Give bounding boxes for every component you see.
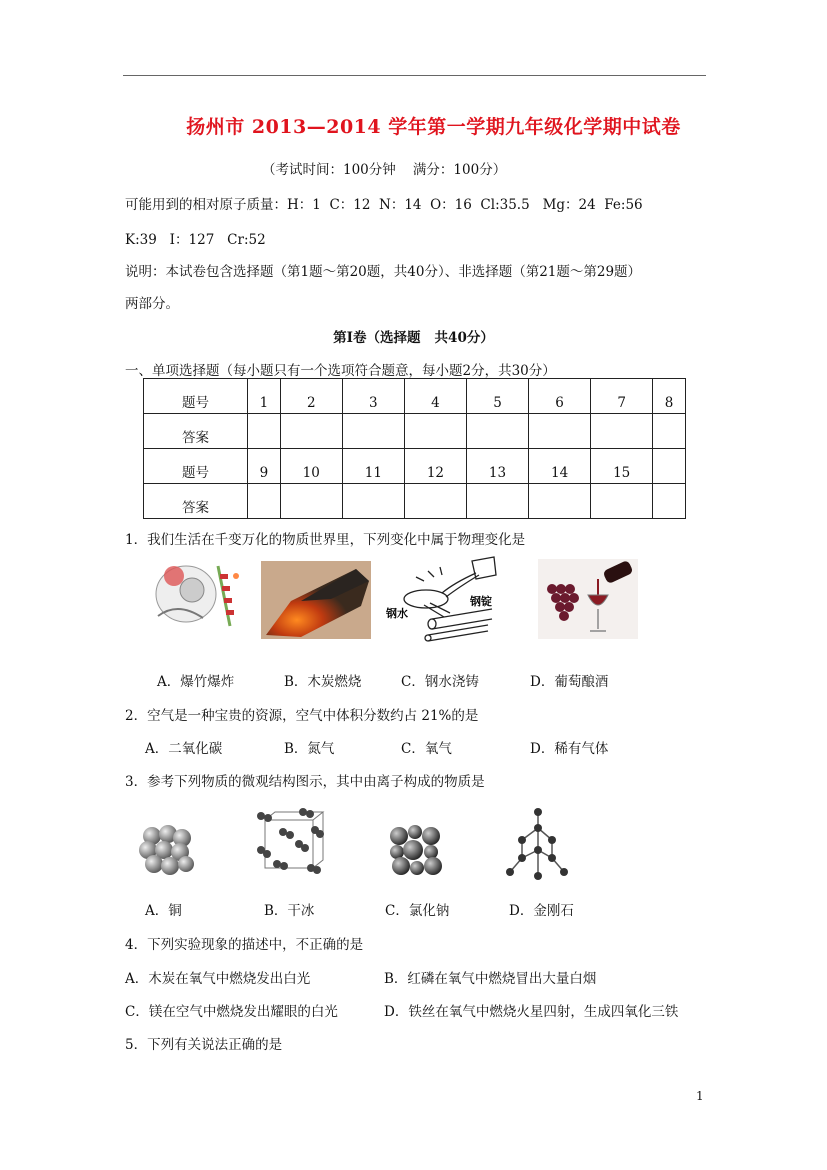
q2-option-a[interactable]: A．二氧化碳 [145,741,223,757]
question-number: 8 [653,379,686,414]
grape-wine-image [538,559,638,639]
question-number: 4 [404,379,466,414]
dry-ice-structure-image [253,806,325,880]
answer-cell[interactable] [248,414,281,449]
answer-cell[interactable] [404,484,466,519]
section1-title: 一、单项选择题（每小题只有一个选项符合题意，每小题2分，共30分） [125,363,556,379]
atomic-mass-line: 可能用到的相对原子质量：H：1 C：12 N：14 O：16 Cl:35.5 Mg：24 Fe:56 [125,197,643,213]
answer-cell[interactable] [342,484,404,519]
q1-option-b[interactable]: B．木炭燃烧 [284,674,362,690]
answer-cell[interactable] [248,484,281,519]
q1-option-a[interactable]: A．爆竹爆炸 [157,674,235,690]
q4-option-a[interactable]: A．木炭在氧气中燃烧发出白光 [125,971,311,987]
answer-cell[interactable] [466,484,528,519]
question-1-text: 1．我们生活在千变万化的物质世界里，下列变化中属于物理变化是 [125,532,526,548]
sodium-chloride-structure-image [385,822,447,880]
table-row [144,414,686,449]
q1-option-c[interactable]: C．钢水浇铸 [401,674,479,690]
copper-structure-image [136,822,198,878]
answer-cell[interactable] [280,414,342,449]
table-row [144,484,686,519]
q3-option-c[interactable]: C．氯化钠 [385,903,450,919]
q3-option-a[interactable]: A．铜 [145,903,182,919]
part1-title: 第Ⅰ卷（选择题 共40分） [333,330,494,346]
header-rule [123,75,706,76]
q1-option-d[interactable]: D．葡萄酿酒 [530,674,609,690]
row-label: 题号 [144,379,248,414]
question-number: 3 [342,379,404,414]
answer-table [143,378,686,519]
q3-option-b[interactable]: B．干冰 [264,903,315,919]
molten-steel-label: 钢水 [386,608,408,620]
question-number: 12 [404,449,466,484]
table-row [144,449,686,484]
row-label: 答案 [144,484,248,519]
row-label: 题号 [144,449,248,484]
firecracker-image [148,556,248,636]
row-label: 答案 [144,414,248,449]
table-row [144,379,686,414]
note-line-1: 说明：本试卷包含选择题（第1题～第20题，共40分）、非选择题（第21题～第29题） [125,264,642,280]
question-number: 7 [591,379,653,414]
steel-casting-image [384,553,504,643]
question-2-text: 2．空气是一种宝贵的资源，空气中体积分数约占 21%的是 [125,708,479,724]
note-line-2: 两部分。 [125,296,179,312]
q2-option-c[interactable]: C．氧气 [401,741,452,757]
answer-cell[interactable] [653,484,686,519]
answer-cell[interactable] [591,484,653,519]
question-number: 13 [466,449,528,484]
question-number: 9 [248,449,281,484]
page-title: 扬州市 2013—2014 学年第一学期九年级化学期中试卷 [186,116,681,138]
answer-cell[interactable] [529,484,591,519]
answer-cell[interactable] [466,414,528,449]
question-number: 6 [529,379,591,414]
question-3-text: 3．参考下列物质的微观结构图示，其中由离子构成的物质是 [125,774,485,790]
question-number: 2 [280,379,342,414]
question-number: 1 [248,379,281,414]
question-number: 5 [466,379,528,414]
question-4-text: 4．下列实验现象的描述中，不正确的是 [125,937,364,953]
q2-option-b[interactable]: B．氮气 [284,741,335,757]
q4-option-c[interactable]: C．镁在空气中燃烧发出耀眼的白光 [125,1004,338,1020]
question-number: 11 [342,449,404,484]
burning-charcoal-image [261,561,371,639]
answer-cell[interactable] [404,414,466,449]
q4-option-b[interactable]: B．红磷在氧气中燃烧冒出大量白烟 [384,971,597,987]
q3-option-d[interactable]: D．金刚石 [509,903,574,919]
steel-ingot-label: 钢锭 [470,596,492,608]
question-number: 14 [529,449,591,484]
atomic-mass-line-2: K:39 I：127 Cr:52 [125,232,266,248]
question-number: 15 [591,449,653,484]
diamond-structure-image [502,806,572,882]
answer-cell[interactable] [280,484,342,519]
answer-cell[interactable] [591,414,653,449]
answer-cell[interactable] [529,414,591,449]
question-number: 10 [280,449,342,484]
answer-cell[interactable] [653,414,686,449]
q2-option-d[interactable]: D．稀有气体 [530,741,609,757]
exam-info: （考试时间：100分钟 满分：100分） [262,162,507,178]
q4-option-d[interactable]: D．铁丝在氧气中燃烧火星四射，生成四氧化三铁 [384,1004,679,1020]
answer-cell[interactable] [342,414,404,449]
page-number: 1 [696,1089,704,1103]
question-5-text: 5．下列有关说法正确的是 [125,1037,283,1053]
question-number [653,449,686,484]
